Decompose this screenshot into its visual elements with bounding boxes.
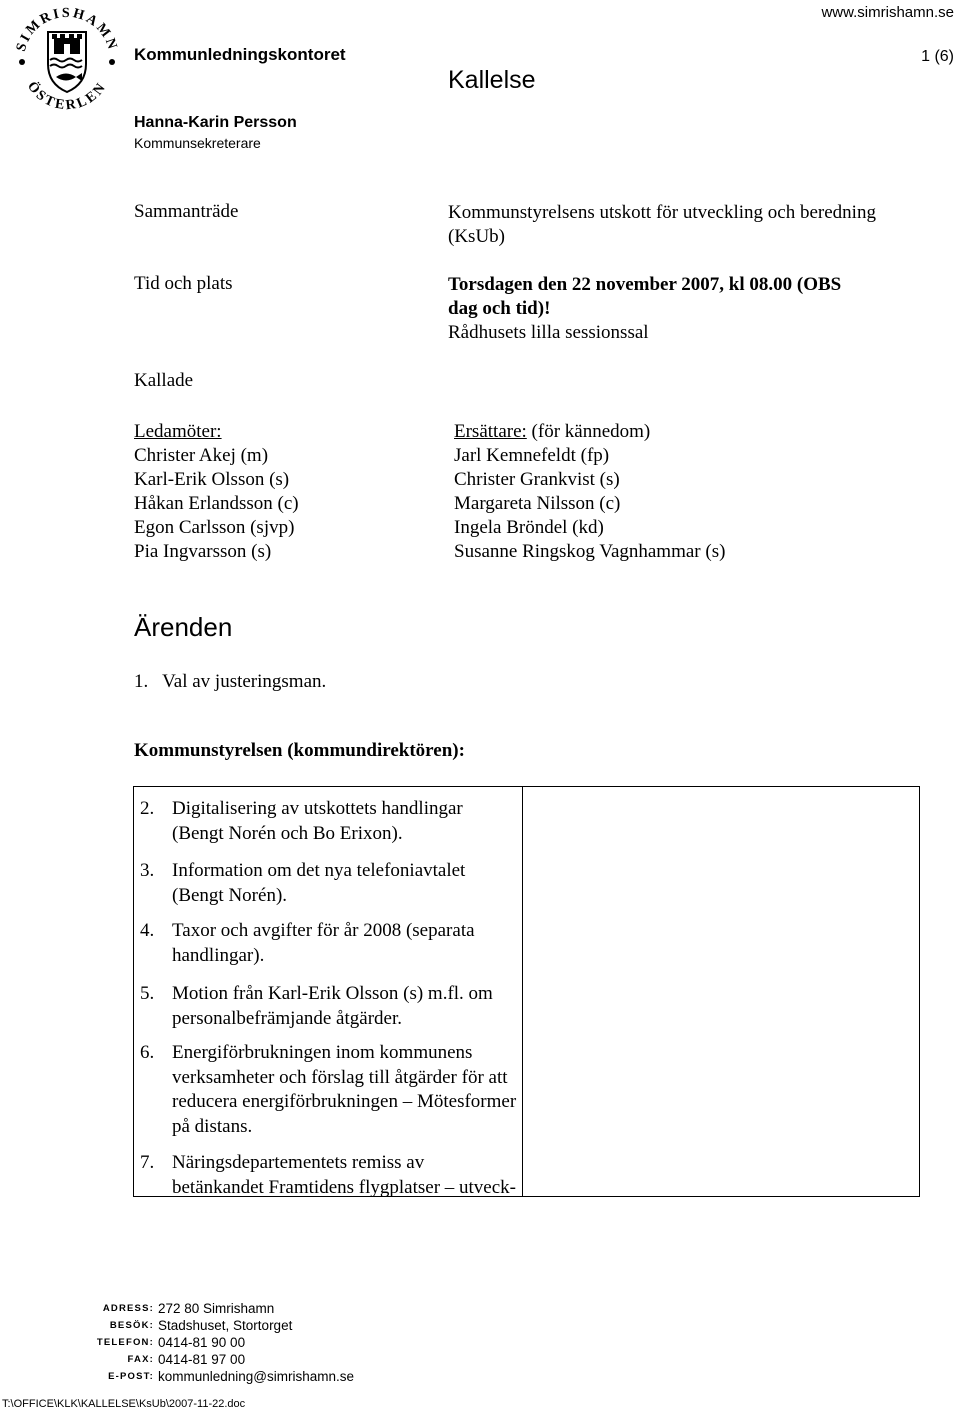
website-url: www.simrishamn.se [821, 4, 954, 21]
footer-value: 272 80 Simrishamn [158, 1301, 275, 1316]
meeting-label: Sammanträde [134, 201, 239, 222]
ks-section-heading: Kommunstyrelsen (kommundirektören): [134, 740, 465, 761]
page-number: 1 (6) [921, 48, 954, 65]
agenda-item-text: Digitalisering av utskottets handlingar (Bengt Norén och Bo Erixon). [172, 798, 463, 844]
simrishamn-coat-of-arms-logo [8, 2, 126, 110]
ledamot-item: Egon Carlsson (sjvp) [134, 517, 295, 538]
ledamoter-list [134, 420, 299, 564]
agenda-item-number: 7. [140, 1152, 155, 1173]
footer-row [66, 1368, 354, 1385]
ersattare-item: Christer Grankvist (s) [454, 469, 620, 490]
agenda-item-text: Motion från Karl-Erik Olsson (s) m.fl. om personalbefrämjande åtgärder. [172, 983, 493, 1029]
footer-key: ADRESS: [102, 1303, 154, 1314]
ersattare-item: Ingela Bröndel (kd) [454, 517, 604, 538]
footer-row [66, 1351, 354, 1368]
agenda-item-text: Näringsdepartementets remiss av betänkandet Framtidens flygplatser – utveck- [172, 1152, 517, 1198]
document-title: Kallelse [448, 66, 536, 94]
agenda-item-text: Taxor och avgifter för år 2008 (separata handlingar). [172, 920, 475, 966]
time-place-label: Tid och plats [134, 273, 233, 294]
footer-row [66, 1300, 354, 1317]
footer-value: 0414-81 90 00 [158, 1335, 246, 1350]
ledamot-item: Pia Ingvarsson (s) [134, 541, 272, 562]
agenda-item-number: 5. [140, 983, 155, 1004]
svg-text:SIMRISHAMN: SIMRISHAMN [13, 5, 121, 54]
ledamoter-heading: Ledamöter: [134, 421, 222, 442]
footer-key: BESÖK: [109, 1320, 154, 1331]
ersattare-item: Margareta Nilsson (c) [454, 493, 621, 514]
sender-role: Kommunsekreterare [134, 135, 261, 151]
agenda-item-text: Energiförbrukningen inom kommunens verksamheter och förslag till åtgärder för att reducera energiförbrukningen – Mötesformer på distans. [172, 1042, 517, 1137]
agenda-item-1: 1. Val av justeringsman. [134, 671, 327, 692]
time-value: Torsdagen den 22 november 2007, kl 08.00 (OBS dag och tid)! [448, 274, 842, 319]
kallade-label: Kallade [134, 370, 194, 391]
ersattare-note: (för kännedom) [526, 421, 651, 442]
ledamot-item: Christer Akej (m) [134, 445, 269, 466]
ersattare-heading-row [454, 420, 725, 444]
ersattare-item: Susanne Ringskog Vagnhammar (s) [454, 541, 726, 562]
ersattare-item: Jarl Kemnefeldt (fp) [454, 445, 610, 466]
sender-name: Hanna-Karin Persson [134, 114, 297, 131]
footer-row [66, 1317, 354, 1334]
ersattare-list [454, 420, 725, 564]
agenda-item-text: Information om det nya telefoniavtalet (Bengt Norén). [172, 860, 466, 906]
office-name: Kommunledningskontoret [134, 45, 346, 64]
footer-row [66, 1334, 354, 1351]
arenden-heading: Ärenden [134, 612, 233, 642]
ledamot-item: Håkan Erlandsson (c) [134, 493, 299, 514]
agenda-item-number: 3. [140, 860, 155, 881]
table-column-divider [522, 787, 523, 1196]
footer-key: FAX: [127, 1354, 154, 1365]
meeting-value: Kommunstyrelsens utskott för utveckling och beredning (KsUb) [448, 202, 876, 247]
agenda-item-number: 6. [140, 1042, 155, 1063]
footer-value: 0414-81 97 00 [158, 1352, 246, 1367]
place-value: Rådhusets lilla sessionssal [448, 322, 649, 343]
footer-value: Stadshuset, Stortorget [158, 1318, 293, 1333]
footer-key: TELEFON: [96, 1337, 154, 1348]
footer-value: kommunledning@simrishamn.se [158, 1369, 355, 1384]
agenda-item-number: 2. [140, 798, 155, 819]
ledamot-item: Karl-Erik Olsson (s) [134, 469, 290, 490]
contact-footer [66, 1300, 354, 1385]
agenda-items-table [133, 786, 920, 1197]
footer-key: E-POST: [108, 1371, 154, 1382]
svg-text:ÖSTERLEN: ÖSTERLEN [23, 79, 111, 110]
ersattare-heading: Ersättare: [454, 421, 527, 442]
file-path: T:\OFFICE\KLK\KALLELSE\KsUb\2007-11-22.doc [2, 1398, 246, 1410]
agenda-item-number: 4. [140, 920, 155, 941]
